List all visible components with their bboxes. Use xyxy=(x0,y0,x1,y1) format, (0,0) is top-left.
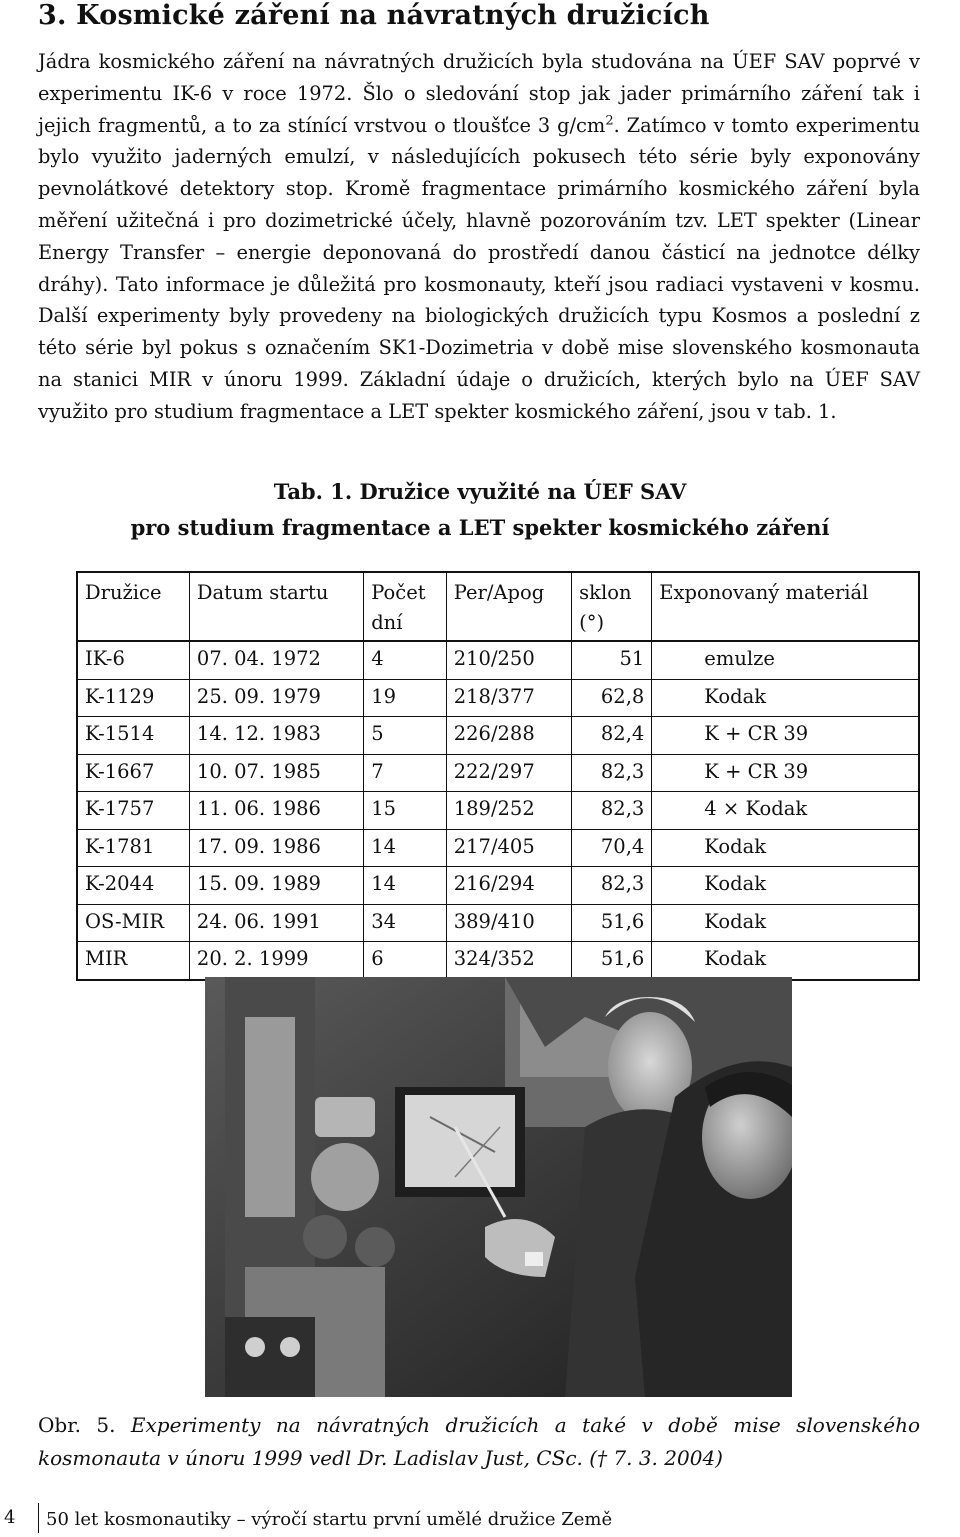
cell-druzice: OS-MIR xyxy=(77,904,189,942)
table-row xyxy=(77,679,919,717)
cell-druzice: K-2044 xyxy=(77,867,189,905)
cell-datum: 15. 09. 1989 xyxy=(189,867,363,905)
cell-per-apog: 226/288 xyxy=(446,717,571,755)
cell-druzice: K-1129 xyxy=(77,679,189,717)
figure-label: Obr. 5. xyxy=(38,1413,116,1437)
cell-material: Kodak xyxy=(652,679,919,717)
photo-illustration xyxy=(205,977,792,1397)
cell-material: K + CR 39 xyxy=(652,717,919,755)
photo-laboratory xyxy=(205,977,792,1397)
table-row xyxy=(77,829,919,867)
cell-druzice: K-1667 xyxy=(77,754,189,792)
header-per-apog: Per/Apog xyxy=(446,572,571,641)
cell-datum: 11. 06. 1986 xyxy=(189,792,363,830)
cell-pocet-dni: 14 xyxy=(364,867,447,905)
cell-material: Kodak xyxy=(652,867,919,905)
body-paragraph xyxy=(38,46,920,428)
cell-sklon: 82,3 xyxy=(572,867,652,905)
cell-druzice: K-1514 xyxy=(77,717,189,755)
cell-sklon: 82,4 xyxy=(572,717,652,755)
table-row xyxy=(77,942,919,980)
cell-datum: 07. 04. 1972 xyxy=(189,641,363,679)
cell-per-apog: 222/297 xyxy=(446,754,571,792)
cell-druzice: K-1781 xyxy=(77,829,189,867)
paragraph-text-start: Jádra kosmického záření na návratných družicích byla studována na ÚEF SAV poprvé v experimentu IK-6 v roce 1972. Šlo o sledování stop jak jader primárního záření tak i jejich fragmentů, a to za stínící vrstvou o tloušťce 3 g/cm xyxy=(38,50,920,137)
cell-pocet-dni: 19 xyxy=(364,679,447,717)
cell-druzice: K-1757 xyxy=(77,792,189,830)
header-datum-startu: Datum startu xyxy=(189,572,363,641)
cell-sklon: 82,3 xyxy=(572,754,652,792)
cell-material: Kodak xyxy=(652,904,919,942)
cell-per-apog: 189/252 xyxy=(446,792,571,830)
cell-pocet-dni: 15 xyxy=(364,792,447,830)
table-caption-line-2: pro studium fragmentace a LET spekter kosmického záření xyxy=(130,515,830,540)
page-number: 4 xyxy=(4,1507,16,1528)
table-row xyxy=(77,754,919,792)
cell-pocet-dni: 7 xyxy=(364,754,447,792)
table-header-row xyxy=(77,572,919,641)
footer-text: 50 let kosmonautiky – výročí startu první umělé družice Země xyxy=(46,1509,613,1530)
cell-datum: 17. 09. 1986 xyxy=(189,829,363,867)
cell-pocet-dni: 34 xyxy=(364,904,447,942)
cell-material: Kodak xyxy=(652,829,919,867)
cell-druzice: IK-6 xyxy=(77,641,189,679)
cell-per-apog: 389/410 xyxy=(446,904,571,942)
table-caption xyxy=(0,474,960,546)
table-row xyxy=(77,717,919,755)
cell-material: 4 × Kodak xyxy=(652,792,919,830)
header-sklon: sklon (°) xyxy=(572,572,652,641)
footer-divider xyxy=(38,1503,39,1533)
cell-datum: 14. 12. 1983 xyxy=(189,717,363,755)
cell-pocet-dni: 5 xyxy=(364,717,447,755)
header-druzice: Družice xyxy=(77,572,189,641)
cell-pocet-dni: 4 xyxy=(364,641,447,679)
table-row xyxy=(77,867,919,905)
table-row xyxy=(77,904,919,942)
cell-pocet-dni: 14 xyxy=(364,829,447,867)
cell-sklon: 51 xyxy=(572,641,652,679)
cell-material: emulze xyxy=(652,641,919,679)
table-body xyxy=(77,641,919,980)
cell-sklon: 51,6 xyxy=(572,904,652,942)
cell-datum: 20. 2. 1999 xyxy=(189,942,363,980)
figure-caption xyxy=(38,1409,920,1475)
satellite-table xyxy=(76,571,920,981)
table-row xyxy=(77,792,919,830)
cell-sklon: 62,8 xyxy=(572,679,652,717)
cell-material: Kodak xyxy=(652,942,919,980)
cell-druzice: MIR xyxy=(77,942,189,980)
cell-material: K + CR 39 xyxy=(652,754,919,792)
cell-per-apog: 216/294 xyxy=(446,867,571,905)
cell-per-apog: 217/405 xyxy=(446,829,571,867)
header-material: Exponovaný materiál xyxy=(652,572,919,641)
cell-sklon: 51,6 xyxy=(572,942,652,980)
cell-sklon: 70,4 xyxy=(572,829,652,867)
table-row xyxy=(77,641,919,679)
page-footer xyxy=(0,1503,960,1533)
cell-per-apog: 218/377 xyxy=(446,679,571,717)
cell-datum: 10. 07. 1985 xyxy=(189,754,363,792)
paragraph-text-end: . Zatímco v tomto experimentu bylo využito jaderných emulzí, v následujících pokusech této série byly exponovány pevnolátkové detektory stop. Kromě fragmentace primárního kosmického záření byla měření užitečná i pro dozimetrické účely, hlavně pozorováním tzv. LET spekter (Linear Energy Transfer – energie deponovaná do prostředí danou částicí na jednotce délky dráhy). Tato informace je důležitá pro kosmonauty, kteří jsou radiaci vystaveni v kosmu. Další experimenty byly provedeny na biologických družicích typu Kosmos a poslední z této série byl pokus s označením SK1-Dozimetria v době mise slovenského kosmonauta na stanici MIR v únoru 1999. Základní údaje o družicích, kterých bylo na ÚEF SAV využito pro studium fragmentace a LET spekter kosmického záření, jsou v tab. 1. xyxy=(38,113,920,423)
section-heading: 3. Kosmické záření na návratných družicích xyxy=(38,0,710,31)
cell-pocet-dni: 6 xyxy=(364,942,447,980)
figure-caption-text: Experimenty na návratných družicích a také v době mise slovenského kosmonauta v únoru 1999 vedl Dr. Ladislav Just, CSc. († 7. 3. 2004) xyxy=(38,1413,921,1470)
table-caption-line-1: Tab. 1. Družice využité na ÚEF SAV xyxy=(273,479,687,504)
superscript: 2 xyxy=(605,113,614,129)
cell-datum: 24. 06. 1991 xyxy=(189,904,363,942)
header-pocet-dni: Počet dní xyxy=(364,572,447,641)
cell-per-apog: 324/352 xyxy=(446,942,571,980)
cell-datum: 25. 09. 1979 xyxy=(189,679,363,717)
cell-sklon: 82,3 xyxy=(572,792,652,830)
cell-per-apog: 210/250 xyxy=(446,641,571,679)
